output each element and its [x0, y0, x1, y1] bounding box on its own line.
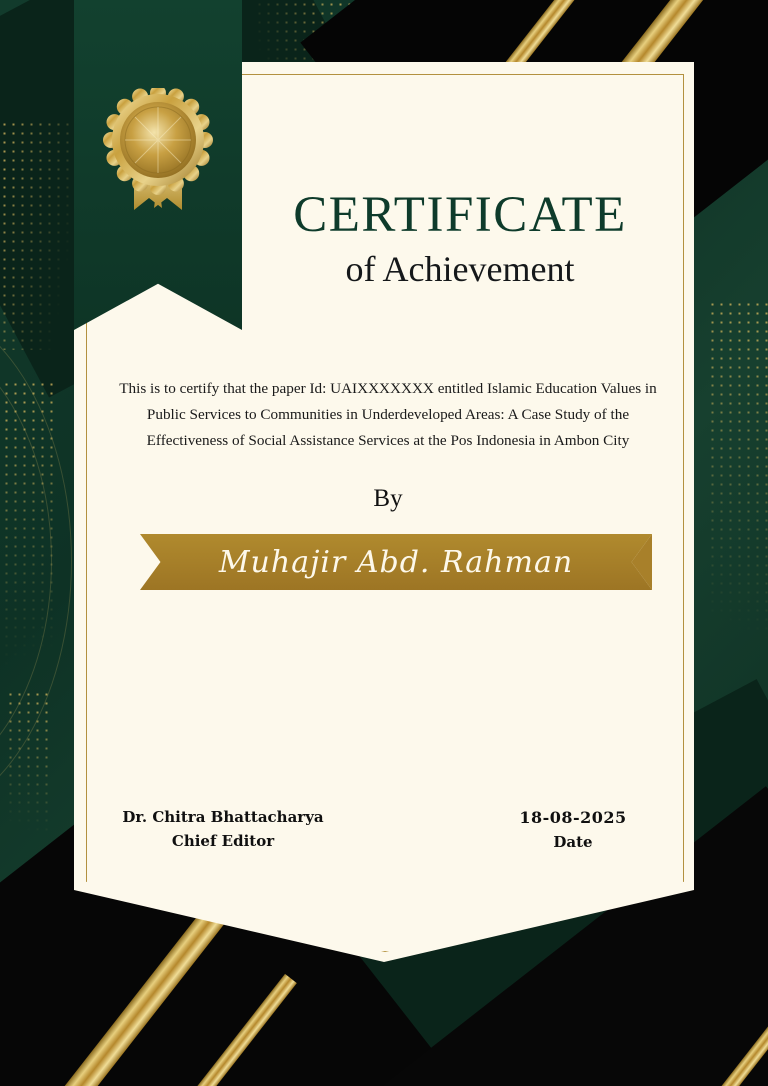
by-label: By [373, 485, 403, 512]
certificate-body-text: This is to certify that the paper Id: UAIXXXXXXX entitled Islamic Education Values in Public Services to Communities in Underdeveloped Areas: A Case Study of the Effectiveness of Social Assistance Services at the Pos Indonesia in Ambon City [119, 380, 657, 449]
issue-date-label: Date [553, 833, 593, 851]
dot-pattern-left-middle [2, 380, 58, 680]
dot-pattern-right [708, 300, 768, 680]
signatory-role: Chief Editor [171, 832, 275, 850]
recipient-name: Muhajir Abd. Rahman [218, 544, 574, 580]
certificate-subtitle: of Achievement [345, 249, 575, 289]
page-title: CERTIFICATE [293, 187, 627, 243]
issue-date-value: 18-08-2025 [519, 808, 627, 827]
dot-pattern-left-bottom [6, 690, 54, 840]
signature-right [480, 808, 666, 851]
signature-left [118, 808, 328, 850]
signatory-name: Dr. Chitra Bhattacharya [122, 808, 324, 826]
award-seal-icon [96, 88, 220, 212]
dot-pattern-left-top [0, 120, 70, 350]
